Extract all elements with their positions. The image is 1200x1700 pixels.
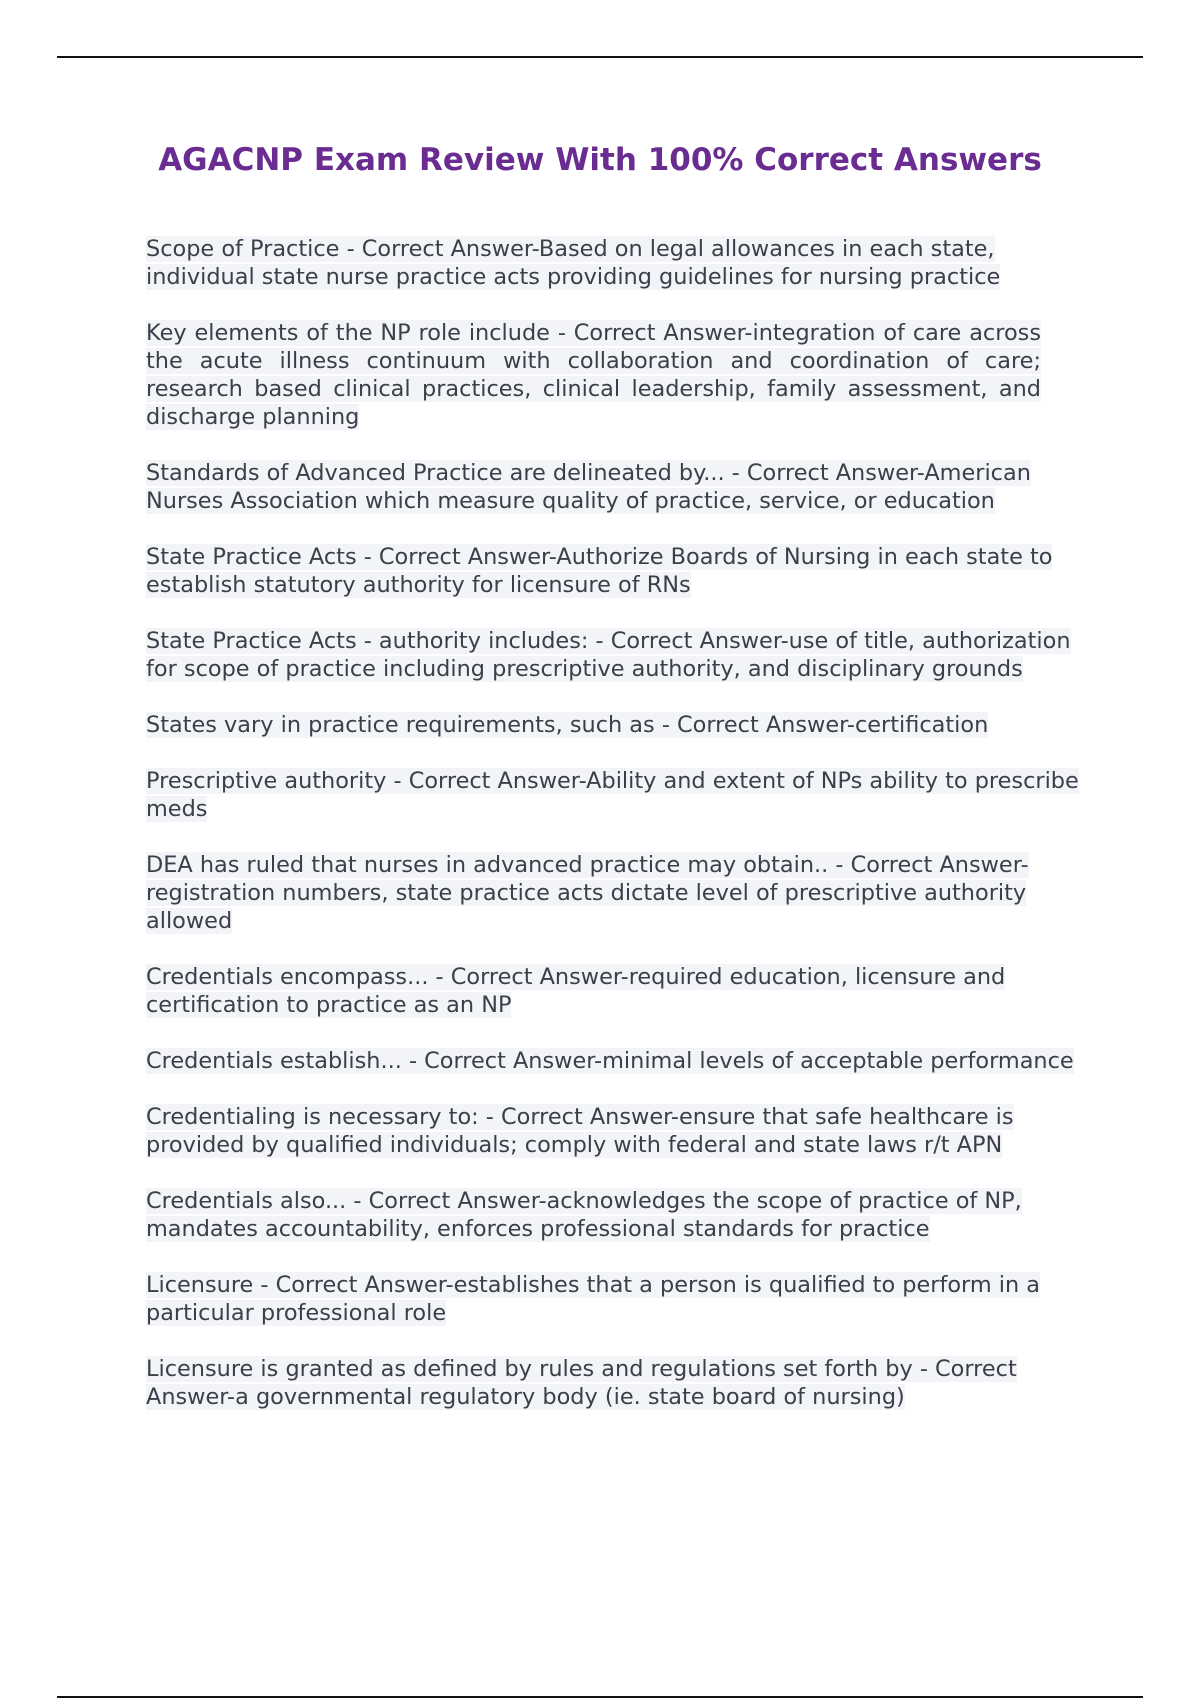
qa-entry: [146, 235, 1096, 291]
qa-entry-text: Licensure - Correct Answer-establishes that a person is qualified to perform in a particular professional role: [146, 1272, 1041, 1326]
qa-entry-text: Scope of Practice - Correct Answer-Based on legal allowances in each state, individual state nurse practice acts providing guidelines for nursing practice: [146, 236, 1001, 290]
qa-entry-text: Key elements of the NP role include - Correct Answer-integration of care across the acute illness continuum with collaboration and coordination of care; research based clinical practices, clinical leadership, family assessment, and discharge planning: [146, 320, 1041, 430]
qa-entry: [146, 459, 1096, 515]
qa-entry-text: Credentialing is necessary to: - Correct Answer-ensure that safe healthcare is provided by qualified individuals; comply with federal and state laws r/t APN: [146, 1104, 1014, 1158]
qa-entry: [146, 543, 1096, 599]
qa-entry-text: Licensure is granted as defined by rules and regulations set forth by - Correct Answer-a governmental regulatory body (ie. state board of nursing): [146, 1356, 1017, 1410]
qa-list: [146, 235, 1096, 1439]
qa-entry-text: State Practice Acts - Correct Answer-Authorize Boards of Nursing in each state to establish statutory authority for licensure of RNs: [146, 544, 1053, 598]
qa-entry-text: States vary in practice requirements, such as - Correct Answer-certification: [146, 712, 989, 738]
qa-entry: [146, 627, 1096, 683]
qa-entry: [146, 963, 1096, 1019]
qa-entry: [146, 1187, 1096, 1243]
qa-entry: [146, 319, 1041, 431]
qa-entry: [146, 1047, 1096, 1075]
qa-entry-text: State Practice Acts - authority includes: - Correct Answer-use of title, authorization for scope of practice including prescriptive authority, and disciplinary grounds: [146, 628, 1071, 682]
document-title: AGACNP Exam Review With 100% Correct Answers: [158, 142, 1042, 178]
qa-entry: [146, 1103, 1096, 1159]
qa-entry: [146, 851, 1096, 935]
qa-entry: [146, 767, 1096, 823]
qa-entry: [146, 711, 1096, 739]
qa-entry-text: Credentials establish... - Correct Answer-minimal levels of acceptable performance: [146, 1048, 1074, 1074]
qa-entry-text: DEA has ruled that nurses in advanced practice may obtain.. - Correct Answer- registration numbers, state practice acts dictate level of prescriptive authority allowed: [146, 852, 1029, 934]
qa-entry-text: Prescriptive authority - Correct Answer-Ability and extent of NPs ability to prescribe meds: [146, 768, 1079, 822]
qa-entry-text: Standards of Advanced Practice are delineated by... - Correct Answer-American Nurses Association which measure quality of practice, service, or education: [146, 460, 1031, 514]
footer-rule: [57, 1696, 1143, 1698]
header-rule: [57, 56, 1143, 58]
qa-entry: [146, 1271, 1096, 1327]
qa-entry-text: Credentials encompass... - Correct Answer-required education, licensure and certification to practice as an NP: [146, 964, 1006, 1018]
qa-entry-text: Credentials also... - Correct Answer-acknowledges the scope of practice of NP, mandates accountability, enforces professional standards for practice: [146, 1188, 1022, 1242]
qa-entry: [146, 1355, 1096, 1411]
